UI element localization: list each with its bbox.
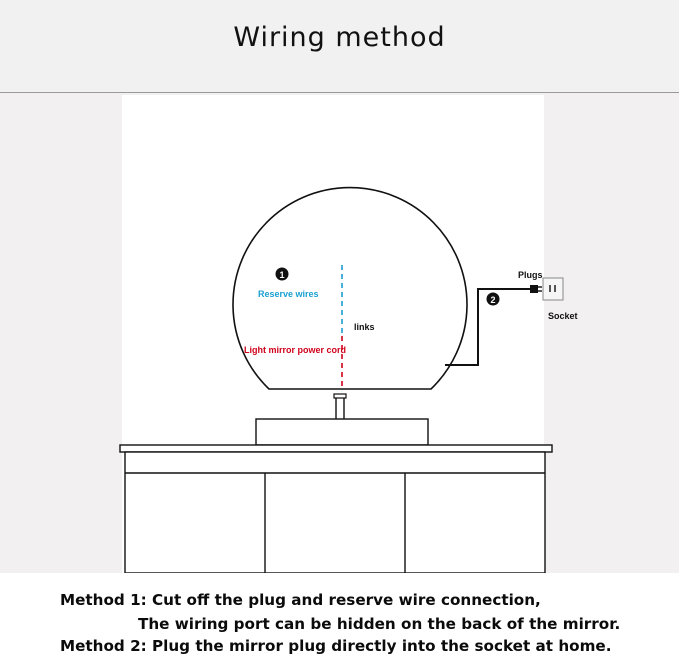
wall-socket [543, 278, 563, 300]
reserve-wires-label: Reserve wires [258, 289, 319, 299]
instructions-panel [0, 573, 679, 659]
step-1-number: 1 [279, 270, 285, 280]
plugs-label: Plugs [518, 270, 543, 280]
header [0, 0, 679, 93]
power-cord-label: Light mirror power cord [244, 345, 347, 355]
step-2-number: 2 [490, 295, 496, 305]
wiring-diagram [0, 93, 679, 573]
plug-body [530, 285, 538, 293]
method-2-line: Method 2: Plug the mirror plug directly into the socket at home. [60, 637, 612, 655]
socket-slot-left [549, 285, 551, 292]
page-title: Wiring method [233, 22, 446, 53]
socket-label: Socket [548, 311, 578, 321]
method-1-line-2: The wiring port can be hidden on the back of the mirror. [138, 615, 621, 633]
faucet [336, 396, 344, 420]
socket-slot-right [554, 285, 556, 292]
faucet-spout [334, 394, 346, 398]
countertop [120, 445, 552, 452]
links-label: links [354, 322, 375, 332]
vanity-cabinet [125, 452, 545, 573]
method-1-line-1: Method 1: Cut off the plug and reserve wire connection, [60, 591, 541, 609]
diagram-svg [0, 93, 679, 573]
sink-basin [256, 419, 428, 445]
